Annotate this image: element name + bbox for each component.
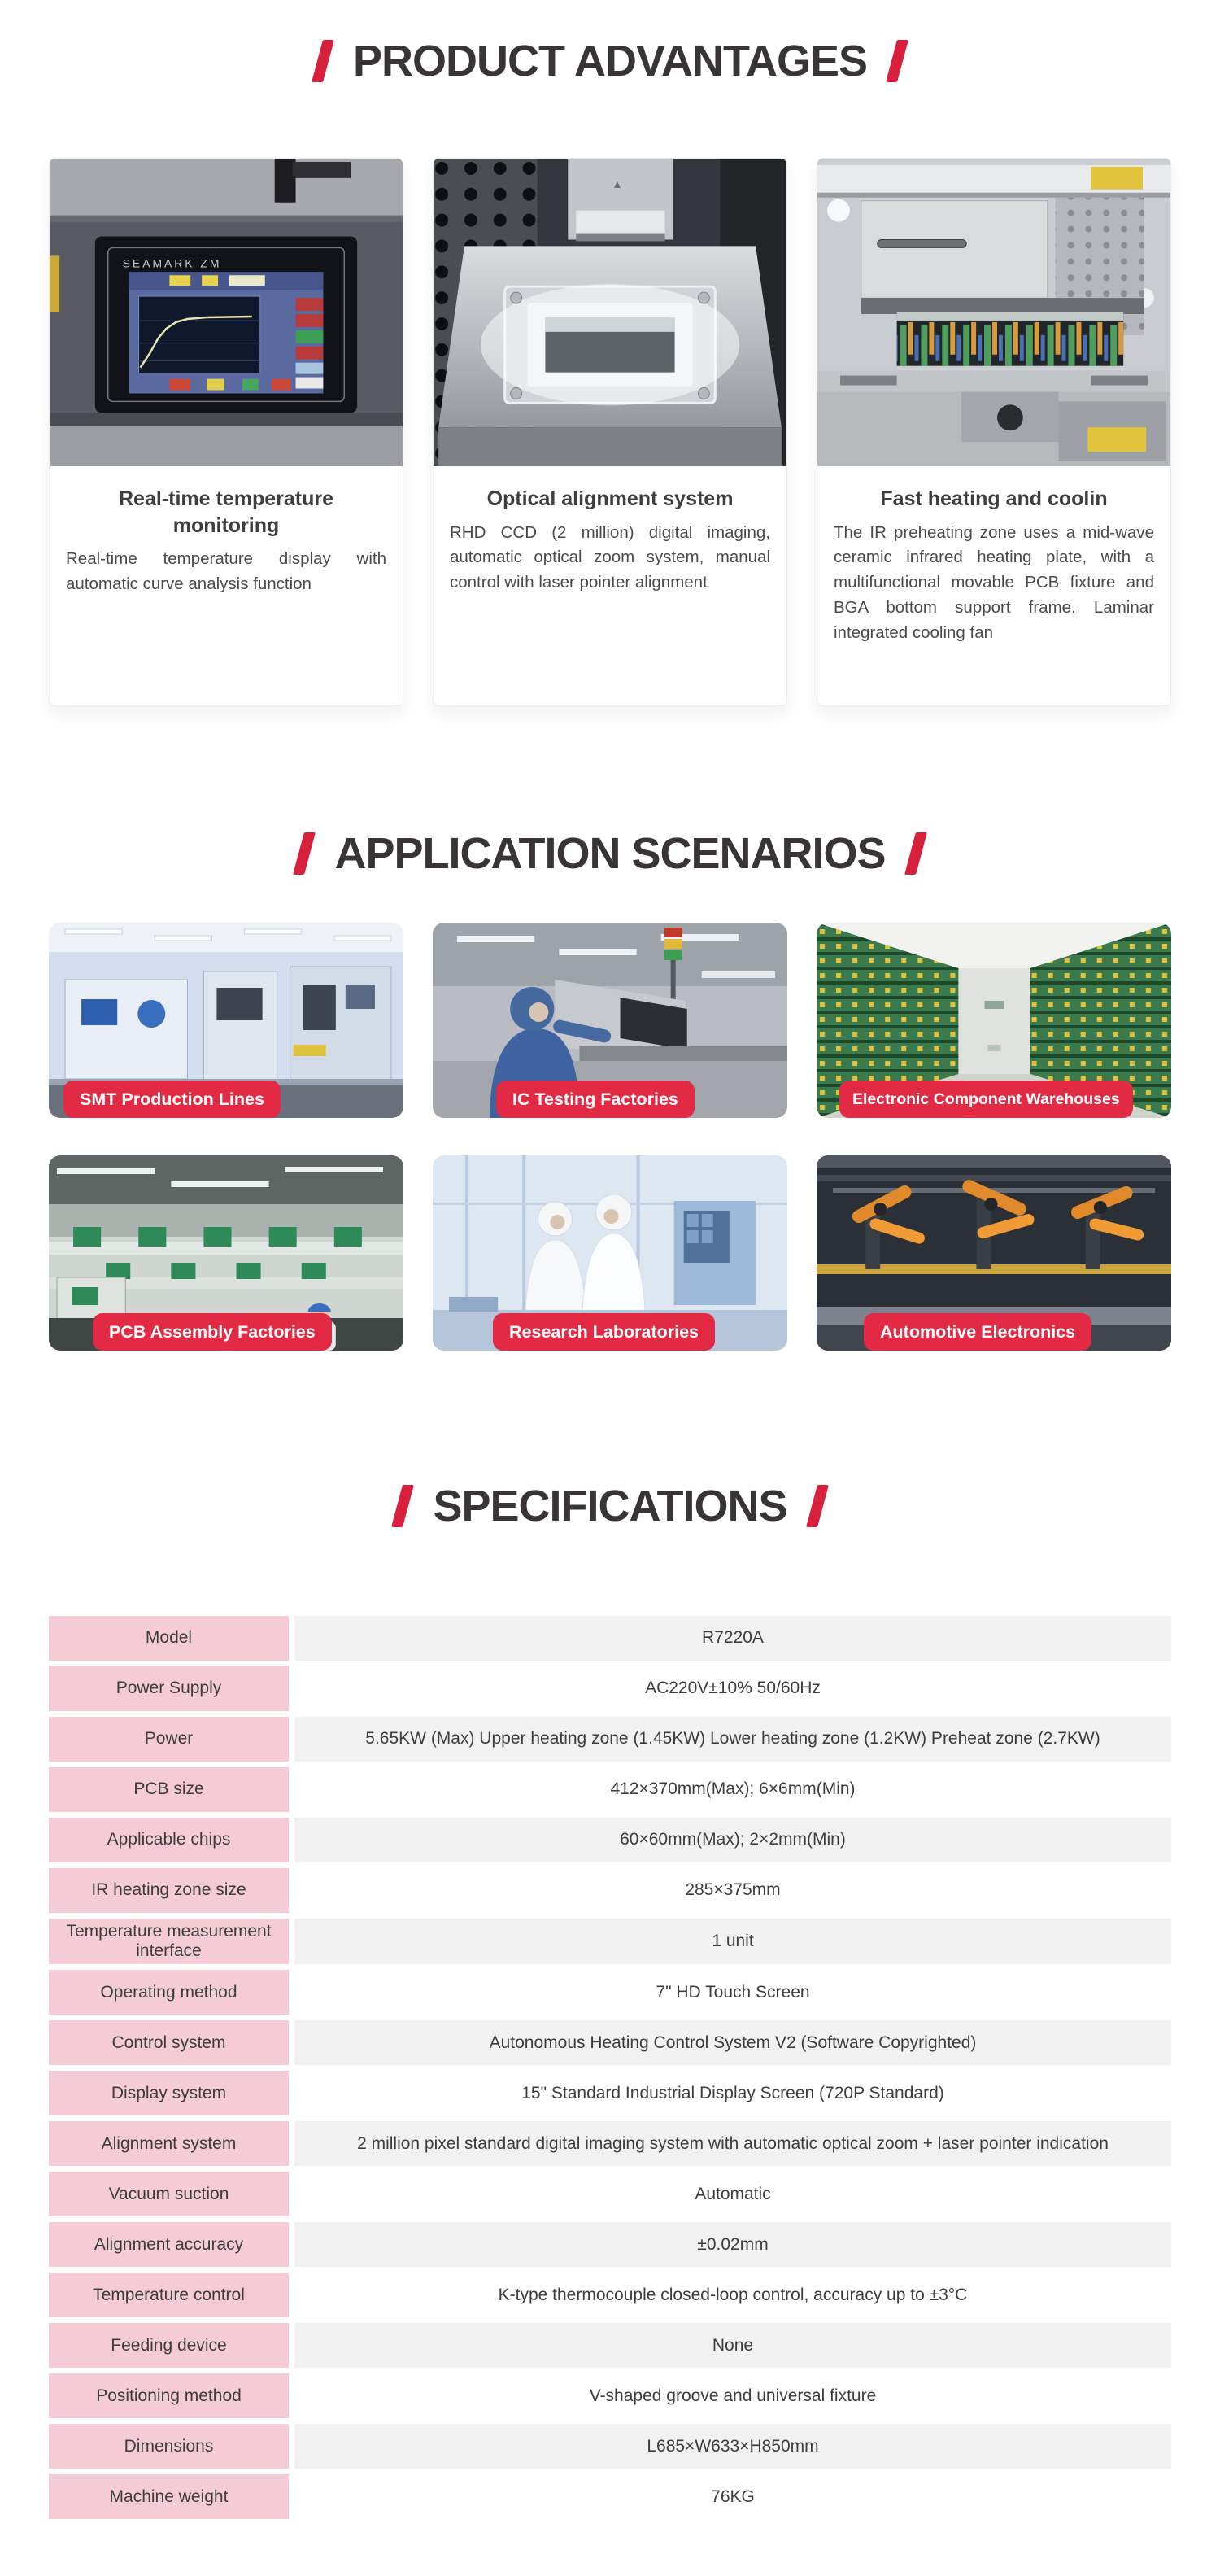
spec-label: Power Supply bbox=[49, 1666, 289, 1711]
spec-label: Temperature control bbox=[49, 2273, 289, 2317]
spec-value: 60×60mm(Max); 2×2mm(Min) bbox=[294, 1818, 1171, 1862]
spec-label: Temperature measurement interface bbox=[49, 1919, 289, 1964]
spec-row bbox=[49, 1868, 1171, 1913]
spec-value: R7220A bbox=[294, 1616, 1171, 1661]
section-title: SPECIFICATIONS bbox=[433, 1482, 787, 1530]
spec-row bbox=[49, 1616, 1171, 1661]
section-title-specifications bbox=[49, 1481, 1171, 1531]
spec-value: K-type thermocouple closed-loop control, accuracy up to ±3°C bbox=[294, 2273, 1171, 2317]
scenario-tiles bbox=[49, 923, 1171, 1351]
application-scenarios-section bbox=[49, 828, 1171, 1351]
spec-value: 1 unit bbox=[294, 1919, 1171, 1964]
spec-label: Applicable chips bbox=[49, 1818, 289, 1862]
spec-value: AC220V±10% 50/60Hz bbox=[294, 1666, 1171, 1711]
spec-value: 76KG bbox=[294, 2474, 1171, 2519]
spec-label: Machine weight bbox=[49, 2474, 289, 2519]
spec-row bbox=[49, 2121, 1171, 2166]
scenario-tile-warehouse bbox=[817, 923, 1171, 1118]
spec-label: Display system bbox=[49, 2071, 289, 2115]
scenario-tile-pcb-assembly bbox=[49, 1155, 403, 1351]
spec-value: Autonomous Heating Control System V2 (Software Copyrighted) bbox=[294, 2020, 1171, 2065]
spec-value: L685×W633×H850mm bbox=[294, 2424, 1171, 2469]
advantage-card-description: RHD CCD (2 million) digital imaging, automatic optical zoom system, manual control with laser pointer alignment bbox=[450, 522, 770, 592]
spec-value: V-shaped groove and universal fixture bbox=[294, 2373, 1171, 2418]
advantage-card-title: Real-time temperature monitoring bbox=[119, 487, 333, 537]
scenario-tile-smt bbox=[49, 923, 403, 1118]
advantage-card-description: The IR preheating zone uses a mid-wave ceramic infrared heating plate, with a multifunctional movable PCB fixture and BGA bottom support frame. Laminar integrated cooling fan bbox=[834, 522, 1154, 642]
scenario-label: Research Laboratories bbox=[493, 1313, 715, 1351]
advantage-card-body bbox=[434, 466, 786, 620]
spec-label: Control system bbox=[49, 2020, 289, 2065]
svg-text:SEAMARK ZM: SEAMARK ZM bbox=[122, 256, 222, 270]
scenario-label: PCB Assembly Factories bbox=[93, 1313, 332, 1351]
spec-row bbox=[49, 1818, 1171, 1862]
spec-label: Vacuum suction bbox=[49, 2172, 289, 2216]
fast-heating-cooling-photo bbox=[817, 159, 1170, 466]
spec-row bbox=[49, 2071, 1171, 2115]
spec-label: Model bbox=[49, 1616, 289, 1661]
spec-row bbox=[49, 1717, 1171, 1762]
spec-row bbox=[49, 2273, 1171, 2317]
advantage-card-body bbox=[817, 466, 1170, 670]
spec-value: ±0.02mm bbox=[294, 2222, 1171, 2267]
advantage-card-description: Real-time temperature display with automatic curve analysis function bbox=[66, 549, 386, 593]
scenario-tile-ic-testing bbox=[433, 923, 787, 1118]
spec-row bbox=[49, 2424, 1171, 2469]
red-slash-icon bbox=[294, 832, 316, 875]
spec-value: 5.65KW (Max) Upper heating zone (1.45KW) Lower heating zone (1.2KW) Preheat zone (2.7KW) bbox=[294, 1717, 1171, 1762]
section-title-advantages bbox=[49, 0, 1171, 86]
red-slash-icon bbox=[806, 1485, 829, 1527]
red-slash-icon bbox=[904, 832, 927, 875]
spec-label: Dimensions bbox=[49, 2424, 289, 2469]
spec-row bbox=[49, 2222, 1171, 2267]
advantage-card-heating bbox=[817, 158, 1171, 706]
advantage-card-optical bbox=[433, 158, 787, 706]
scenario-label: SMT Production Lines bbox=[63, 1081, 281, 1118]
spec-value: 15" Standard Industrial Display Screen (720P Standard) bbox=[294, 2071, 1171, 2115]
spec-label: Alignment system bbox=[49, 2121, 289, 2166]
spec-row bbox=[49, 2474, 1171, 2519]
spec-value: Automatic bbox=[294, 2172, 1171, 2216]
spec-row bbox=[49, 2020, 1171, 2065]
section-title: APPLICATION SCENARIOS bbox=[334, 829, 886, 878]
spec-row bbox=[49, 1919, 1171, 1964]
red-slash-icon bbox=[312, 40, 334, 82]
spec-value: 412×370mm(Max); 6×6mm(Min) bbox=[294, 1767, 1171, 1812]
temperature-monitoring-photo bbox=[50, 159, 403, 466]
advantage-card-title: Optical alignment system bbox=[486, 487, 734, 510]
section-title-scenarios bbox=[49, 828, 1171, 879]
spec-row bbox=[49, 1767, 1171, 1812]
spec-row bbox=[49, 1666, 1171, 1711]
scenario-label: IC Testing Factories bbox=[496, 1081, 695, 1118]
red-slash-icon bbox=[886, 40, 908, 82]
spec-label: IR heating zone size bbox=[49, 1868, 289, 1913]
red-slash-icon bbox=[392, 1485, 415, 1527]
spec-row bbox=[49, 1970, 1171, 2015]
specifications-section bbox=[49, 1481, 1171, 2519]
advantage-card-temperature bbox=[49, 158, 403, 706]
scenario-tile-research-lab bbox=[433, 1155, 787, 1351]
scenario-label: Automotive Electronics bbox=[864, 1313, 1091, 1351]
spec-label: Feeding device bbox=[49, 2323, 289, 2368]
spec-row bbox=[49, 2323, 1171, 2368]
advantage-card-title: Fast heating and coolin bbox=[880, 487, 1108, 510]
svg-text:▲: ▲ bbox=[611, 177, 623, 190]
spec-value: None bbox=[294, 2323, 1171, 2368]
advantage-card-body bbox=[50, 466, 403, 622]
scenario-label: Electronic Component Warehouses bbox=[839, 1081, 1133, 1118]
spec-value: 7" HD Touch Screen bbox=[294, 1970, 1171, 2015]
page-title: PRODUCT ADVANTAGES bbox=[352, 37, 867, 85]
product-advantages-section bbox=[49, 0, 1171, 706]
spec-label: Alignment accuracy bbox=[49, 2222, 289, 2267]
specifications-table bbox=[49, 1616, 1171, 2519]
spec-value: 285×375mm bbox=[294, 1868, 1171, 1913]
optical-alignment-photo bbox=[434, 159, 786, 466]
spec-label: PCB size bbox=[49, 1767, 289, 1812]
spec-label: Operating method bbox=[49, 1970, 289, 2015]
spec-label: Power bbox=[49, 1717, 289, 1762]
spec-row bbox=[49, 2373, 1171, 2418]
spec-value: 2 million pixel standard digital imaging system with automatic optical zoom + laser pointer indication bbox=[294, 2121, 1171, 2166]
scenario-tile-automotive bbox=[817, 1155, 1171, 1351]
spec-label: Positioning method bbox=[49, 2373, 289, 2418]
spec-row bbox=[49, 2172, 1171, 2216]
advantage-cards bbox=[49, 158, 1171, 706]
